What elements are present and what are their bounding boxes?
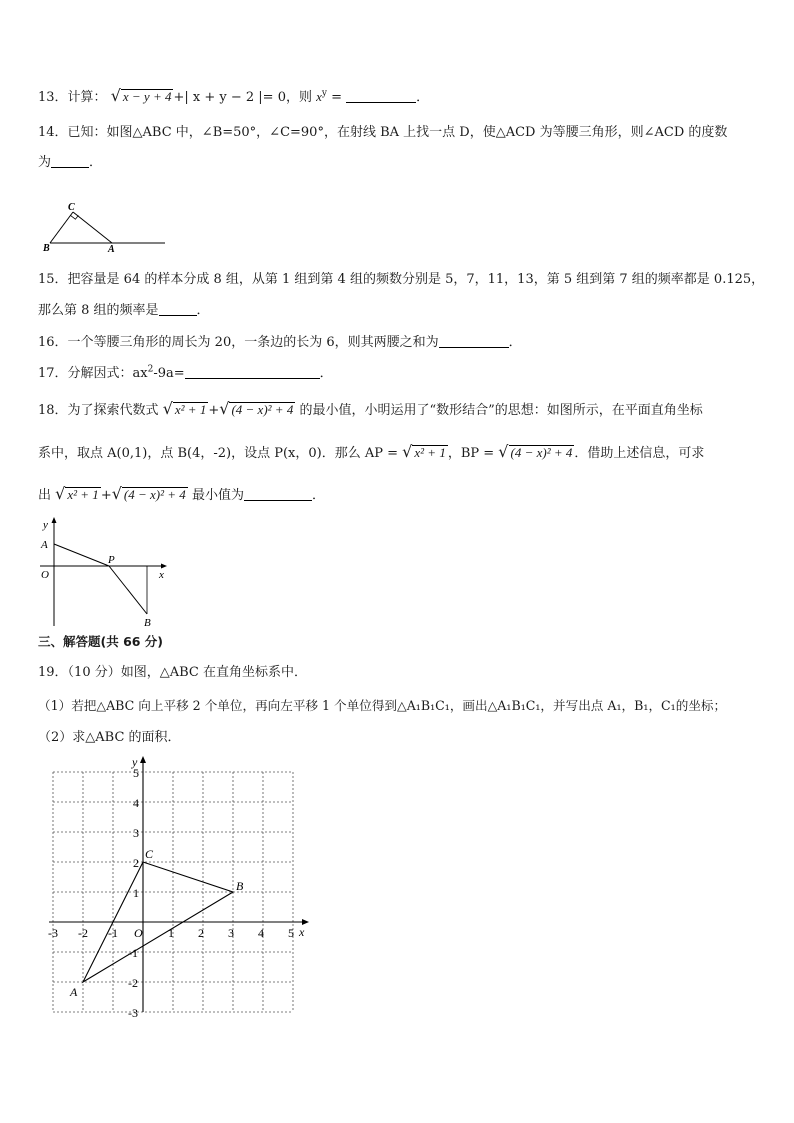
question-14-line2: 为 ． [38,155,103,170]
vertex-label-b: B [236,879,244,893]
coordinate-sketch [36,514,176,630]
label-c: C [68,202,75,213]
segment-ap [54,544,109,566]
y-tick-label: 3 [133,826,139,840]
x-tick-label: 5 [288,926,294,940]
vertex-label-c: C [145,847,154,861]
question-18-line3: 出 √ x² + 1 +√ (4 − x)² + 4 最小值为 ． [38,484,325,503]
label-x: x [159,569,164,581]
x-tick-label: 4 [258,926,264,940]
coordinate-grid [38,754,318,1020]
y-arrow [52,517,57,523]
x-tick-label: -2 [78,926,88,940]
question-18-line2: 系中，取点 A(0,1)，点 B(4，-2)，设点 P(x，0)．那么 AP = √ x² + 1 ，BP = √ (4 − x)² + 4 ．借助上述信息，可求 [38,442,705,461]
x-tick-label: -3 [48,926,58,940]
question-17: 17．分解因式：$ax^2-9a=$ ． [38,364,333,381]
answer-blank[interactable] [159,301,197,316]
answer-blank[interactable] [439,333,509,348]
side-ca [73,212,112,243]
y-tick-label: 5 [133,766,139,780]
label-y: y [43,519,48,531]
axis-label-y: y [132,755,138,769]
y-tick-label: 2 [133,856,139,870]
question-19-head: 19．（10 分）如图，△ABC 在直角坐标系中． [38,665,307,680]
question-13: 13．计算： √ x − y + 4 +| x + y − 2 |= 0，则 $x^y$ = ． [38,86,429,108]
question-19-part2: （2）求△ABC 的面积． [38,730,181,745]
answer-blank[interactable] [346,88,416,103]
label-b: B [43,243,50,254]
y-tick-label: 1 [133,886,139,900]
triangle-figure [40,198,170,254]
label-p: P [108,554,115,566]
label-a: A [108,244,115,254]
y-tick-label: -1 [128,946,138,960]
vertex-label-a: A [70,985,78,999]
answer-blank[interactable] [185,364,320,379]
answer-blank[interactable] [51,153,89,168]
y-tick-label: -2 [128,976,138,990]
label-b: B [144,617,151,629]
x-tick-label: O [134,926,143,940]
label-o: O [41,569,49,581]
section-title: 三、解答题(共 66 分) [38,634,164,649]
question-19-part1: （1）若把△ABC 向上平移 2 个单位，再向左平移 1 个单位得到△A₁B₁C₁，画出△A₁B₁C₁，并写出点 A₁，B₁，C₁的坐标； [38,698,727,713]
answer-blank[interactable] [244,486,312,501]
question-15-line1: 15．把容量是 64 的样本分成 8 组，从第 1 组到第 4 组的频数分别是 5，7，11，13，第 5 组到第 7 组的频率都是 0.125， [38,272,765,287]
question-14-line1: 14．已知：如图△ABC 中，∠B=50°，∠C=90°，在射线 BA 上找一点 D，使△ACD 为等腰三角形，则∠ACD 的度数 [38,125,728,140]
question-15-line2: 那么第 8 组的频率是 ． [38,303,210,318]
x-tick-label: 3 [228,926,234,940]
x-tick-label: -1 [108,926,118,940]
axis-label-x: x [299,925,305,939]
x-tick-label: 1 [168,926,174,940]
question-16: 16．一个等腰三角形的周长为 20，一条边的长为 6，则其两腰之和为 ． [38,335,522,350]
label-a: A [41,539,48,551]
x-tick-label: 2 [198,926,204,940]
radical: √ x − y + 4 [110,86,172,105]
side-bc [50,212,73,243]
segment-pb [109,566,147,614]
y-tick-label: -3 [128,1006,138,1020]
y-axis-arrow [140,756,146,763]
question-18-line1: 18．为了探索代数式 √ x² + 1 +√ (4 − x)² + 4 的最小值，小明运用了“数形结合”的思想：如图所示，在平面直角坐标 [38,399,703,418]
x-arrow [161,564,167,569]
y-tick-label: 4 [133,796,139,810]
